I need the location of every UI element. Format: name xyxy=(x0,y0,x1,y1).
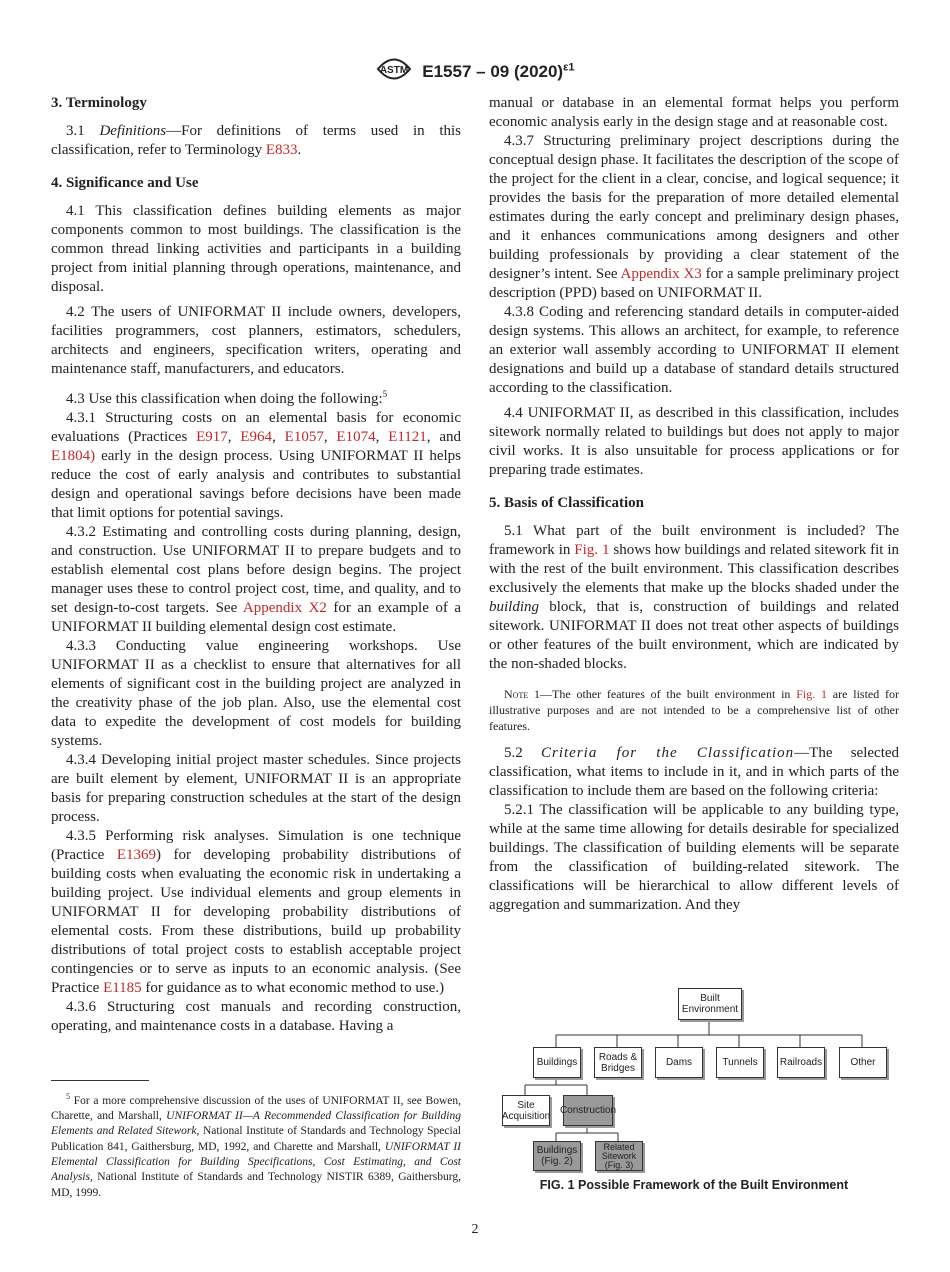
section-heading: 5. Basis of Classification xyxy=(489,495,645,511)
ref-link[interactable]: E917 xyxy=(196,429,228,445)
paragraph: 4.3.6 Structuring cost manuals and recording construction, operating, and maintenance costs in a database. Having a xyxy=(51,999,461,1034)
paragraph: 4.2 The users of UNIFORMAT II include owners, developers, facilities programmers, cost planners, estimators, schedulers, architects and engineers, specification writers, operating and maintenance staff, manufacturers, and educators. xyxy=(51,304,461,377)
figure-1-diagram xyxy=(500,985,900,1170)
appendix-link[interactable]: Appendix X3 xyxy=(620,266,702,282)
paragraph: 4.1 This classification defines building elements as major components common to most buildings. The classification is the common thread linking activities and participants in a building project from initial planning through operations, maintenance, and disposal. xyxy=(51,203,461,295)
buildings-fig2-box: Buildings (Fig. 2) xyxy=(533,1141,581,1171)
paragraph: 3.1 Definitions—For definitions of terms used in this classification, refer to Terminology E833. xyxy=(51,123,461,158)
footnote: $^5$ For a more comprehensive discussion of the uses of UNIFORMAT II, see Bowen, Charette, and Marshall, UNIFORMAT II—A Recommended Classification for Building Elements and Related Sitework, National Institute of Standards and Technology Special Publication 841, Gaithersburg, MD, 1992, and Charette and Marshall, UNIFORMAT II Elemental Classification for Building Specifications, Cost Estimating, and Cost Analysis, National Institute of Standards and Technology NISTIR 6389, Gaithersburg, MD, 1999. xyxy=(51,1092,461,1199)
footnote-rule xyxy=(51,1080,149,1081)
construction-box: Construction xyxy=(563,1095,613,1126)
figure-caption: FIG. 1 Possible Framework of the Built Environment xyxy=(539,1178,849,1192)
paragraph: 5.1 What part of the built environment is included? The framework in Fig. 1 shows how buildings and related sitework fit in with the rest of the built environment. This classification describes exclusively the elements that make up the blocks shaded under the building block, that is, construction of buildings and related sitework. UNIFORMAT II does not treat other aspects of buildings or other features of the built environment, which are indicated by the non-shaded blocks. xyxy=(489,523,899,672)
svg-text:ASTM: ASTM xyxy=(379,65,408,76)
appendix-link[interactable]: Appendix X2 xyxy=(242,600,327,616)
note: Note 1—The other features of the built environment in Fig. 1 are listed for illustrative purposes and are not intended to be a comprehensive list of other features. xyxy=(489,687,900,733)
left-column xyxy=(51,94,461,1036)
related-sitework-box: Related Sitework (Fig. 3) xyxy=(595,1141,643,1171)
ref-link[interactable]: E1074 xyxy=(336,429,376,445)
paragraph: manual or database in an elemental format helps you perform economic analysis early in the design stage and at reasonable cost. xyxy=(489,95,899,130)
page-number: 2 xyxy=(471,1222,479,1237)
ref-link[interactable]: E1057 xyxy=(284,429,324,445)
standard-designation: E1557 – 09 $(2020)^{\varepsilon 1}$ xyxy=(422,61,575,81)
paragraph: 4.3.2 Estimating and controlling costs during planning, design, and construction. Use UNIFORMAT II to prepare budgets and to establish elemental cost plans before design begins. The project manager uses these to control project cost, time, and quality, and to set design-to-cost targets. See Appendix X2 for an example of a UNIFORMAT II building elemental design cost estimate. xyxy=(51,524,462,635)
ref-link[interactable]: E1185 xyxy=(103,980,142,996)
right-column xyxy=(489,94,899,915)
built-environment-box: Built Environment xyxy=(678,988,742,1020)
railroads-box: Railroads xyxy=(777,1047,825,1078)
roads-bridges-box: Roads & Bridges xyxy=(594,1047,642,1078)
paragraph: 4.3.3 Conducting value engineering workshops. Use UNIFORMAT II as a checklist to ensure that alternatives for all elements of significant cost in the building project are analyzed in the creativity phase of the job plan. Also, use the elemental cost data to expedite the development of cost models for building systems. xyxy=(51,638,461,749)
paragraph: 4.3.1 Structuring costs on an elemental basis for economic evaluations (Practices E917, E964, E1057, E1074, E1121, and E1804) early in the design process. Using UNIFORMAT II helps reduce the cost of early analysis and contributes to substantial design and operational savings before decisions have been made that limit options for potential savings. xyxy=(51,410,462,521)
ref-link[interactable]: E1804) xyxy=(51,448,96,464)
paragraph: 4.3.8 Coding and referencing standard details in computer-aided design systems. This allows an architect, for example, to reference an exterior wall assembly according to UNIFORMAT II element designations and build up a database of standard details structured according to the classification. xyxy=(489,304,899,396)
paragraph: 4.3 Use this classification when doing the following:$^5$ xyxy=(66,389,388,407)
paragraph: 5.2 Criteria for the Classification—The selected classification, what items to include in it, and in which parts of the classification to include them are based on the following criteria: xyxy=(489,745,900,799)
other-box: Other xyxy=(839,1047,887,1078)
dams-box: Dams xyxy=(655,1047,703,1078)
ref-link[interactable]: E1369 xyxy=(116,847,156,863)
figure-link[interactable]: Fig. 1 xyxy=(574,542,610,558)
astm-logo-icon xyxy=(376,54,412,89)
page-header xyxy=(0,54,950,89)
section-heading: 4. Significance and Use xyxy=(51,175,199,191)
buildings-box: Buildings xyxy=(533,1047,581,1078)
section-heading: 3. Terminology xyxy=(51,95,147,111)
figure-link[interactable]: Fig. 1 xyxy=(796,687,828,701)
paragraph: 4.3.7 Structuring preliminary project descriptions during the conceptual design phase. It facilitates the description of the scope of the project for the client in a clear, concise, and logical sequence; it provides the basis for the preparation of more detailed elemental estimates during the early concept and preliminary design phases, and it enhances communications among designers and other building professionals by providing a clear statement of the designer’s intent. See Appendix X3 for a sample preliminary project description (PPD) based on UNIFORMAT II. xyxy=(489,133,899,301)
site-acquisition-box: Site Acquisition xyxy=(502,1095,550,1126)
tunnels-box: Tunnels xyxy=(716,1047,764,1078)
paragraph: 4.3.5 Performing risk analyses. Simulation is one technique (Practice E1369) for developing probability distributions of building costs when evaluating the economic risk in undertaking a building project. Use individual elements and group elements in UNIFORMAT II for developing probability distributions of elemental costs. From these distributions, build up probability distributions of total project costs to establish acceptable project contingencies or to serve as inputs to an economic analysis. (See Practice E1185 for guidance as to what economic method to use.) xyxy=(51,828,461,996)
paragraph: 5.2.1 The classification will be applicable to any building type, while at the same time allowing for details desirable for specialized buildings. The classification of building elements will be separate from the classification of building-related sitework. The classifications will be hierarchical to allow different levels of aggregation and summarization. And they xyxy=(489,802,899,913)
ref-link[interactable]: E1121 xyxy=(388,429,427,445)
paragraph: 4.3.4 Developing initial project master schedules. Since projects are built element by element, UNIFORMAT II is an appropriate basis for preparing construction schedules at the start of the design process. xyxy=(51,752,461,825)
paragraph: 4.4 UNIFORMAT II, as described in this classification, includes sitework normally related to buildings but does not apply to major civil works. It is also unsuitable for process applications or for preparing trade estimates. xyxy=(489,405,899,478)
ref-link[interactable]: E964 xyxy=(240,429,273,445)
ref-link[interactable]: E833 xyxy=(265,142,298,158)
